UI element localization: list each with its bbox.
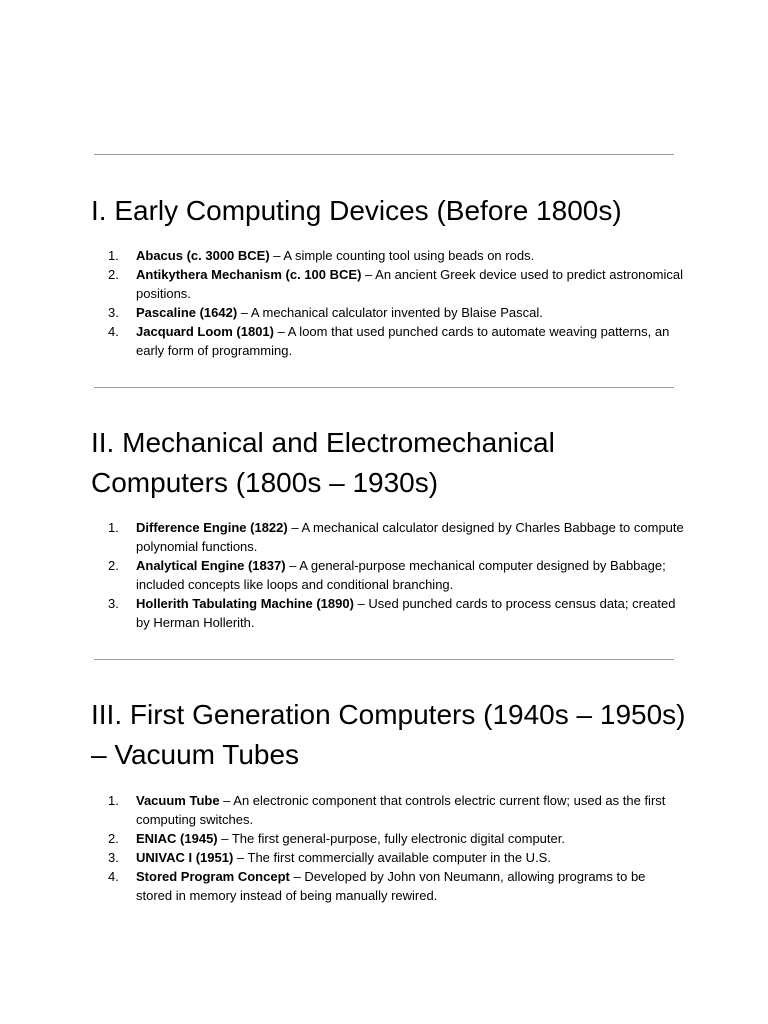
item-term: Jacquard Loom (1801) (136, 324, 274, 339)
item-number: 1. (108, 793, 119, 808)
item-text (136, 594, 684, 632)
item-text (136, 265, 684, 303)
item-description: – The first general-purpose, fully electronic digital computer. (217, 831, 565, 846)
section-divider (94, 387, 674, 388)
item-term: Analytical Engine (1837) (136, 558, 286, 573)
item-text (136, 246, 684, 265)
list-item (108, 322, 684, 360)
section-list (108, 246, 684, 360)
list-item (108, 556, 684, 594)
item-text (136, 848, 684, 867)
item-number: 1. (108, 248, 119, 263)
item-term: ENIAC (1945) (136, 831, 218, 846)
list-item (108, 265, 684, 303)
item-text (136, 791, 684, 829)
item-description: – An electronic component that controls electric current flow; used as the first computing switches. (136, 793, 666, 827)
item-number: 2. (108, 831, 119, 846)
section-list (108, 518, 684, 632)
section-heading: II. Mechanical and Electromechanical Computers (1800s – 1930s) (91, 427, 555, 498)
item-description: – An ancient Greek device used to predict astronomical positions. (136, 267, 683, 301)
item-number: 4. (108, 869, 119, 884)
section-divider (94, 154, 674, 155)
item-description: – Developed by John von Neumann, allowing programs to be stored in memory instead of being manually rewired. (136, 869, 646, 903)
item-number: 3. (108, 305, 119, 320)
list-item (108, 518, 684, 556)
item-text (136, 556, 684, 594)
list-item (108, 791, 684, 829)
section-divider (94, 659, 674, 660)
item-term: UNIVAC I (1951) (136, 850, 234, 865)
list-item (108, 246, 684, 265)
item-number: 2. (108, 558, 119, 573)
item-term: Vacuum Tube (136, 793, 220, 808)
item-text (136, 322, 684, 360)
list-item (108, 867, 684, 905)
item-term: Stored Program Concept (136, 869, 290, 884)
list-item (108, 303, 684, 322)
item-description: – A mechanical calculator invented by Blaise Pascal. (237, 305, 543, 320)
item-text (136, 867, 684, 905)
item-term: Abacus (c. 3000 BCE) (136, 248, 270, 263)
item-description: – A general-purpose mechanical computer designed by Babbage; included concepts like loops and conditional branching. (136, 558, 666, 592)
list-item (108, 594, 684, 632)
item-number: 4. (108, 324, 119, 339)
section-heading: III. First Generation Computers (1940s – 1950s) – Vacuum Tubes (91, 699, 686, 770)
item-description: – A simple counting tool using beads on rods. (269, 248, 535, 263)
item-term: Hollerith Tabulating Machine (1890) (136, 596, 354, 611)
item-term: Difference Engine (1822) (136, 520, 288, 535)
list-item (108, 848, 684, 867)
section-list (108, 791, 684, 905)
item-number: 1. (108, 520, 119, 535)
section-heading: I. Early Computing Devices (Before 1800s) (91, 195, 622, 226)
item-description: – A loom that used punched cards to automate weaving patterns, an early form of programming. (136, 324, 670, 358)
item-text (136, 518, 684, 556)
item-number: 3. (108, 596, 119, 611)
item-description: – The first commercially available computer in the U.S. (233, 850, 551, 865)
item-term: Pascaline (1642) (136, 305, 238, 320)
item-number: 3. (108, 850, 119, 865)
list-item (108, 829, 684, 848)
item-text (136, 829, 684, 848)
item-number: 2. (108, 267, 119, 282)
item-text (136, 303, 684, 322)
item-description: – A mechanical calculator designed by Charles Babbage to compute polynomial functions. (136, 520, 684, 554)
item-description: – Used punched cards to process census data; created by Herman Hollerith. (136, 596, 676, 630)
item-term: Antikythera Mechanism (c. 100 BCE) (136, 267, 362, 282)
